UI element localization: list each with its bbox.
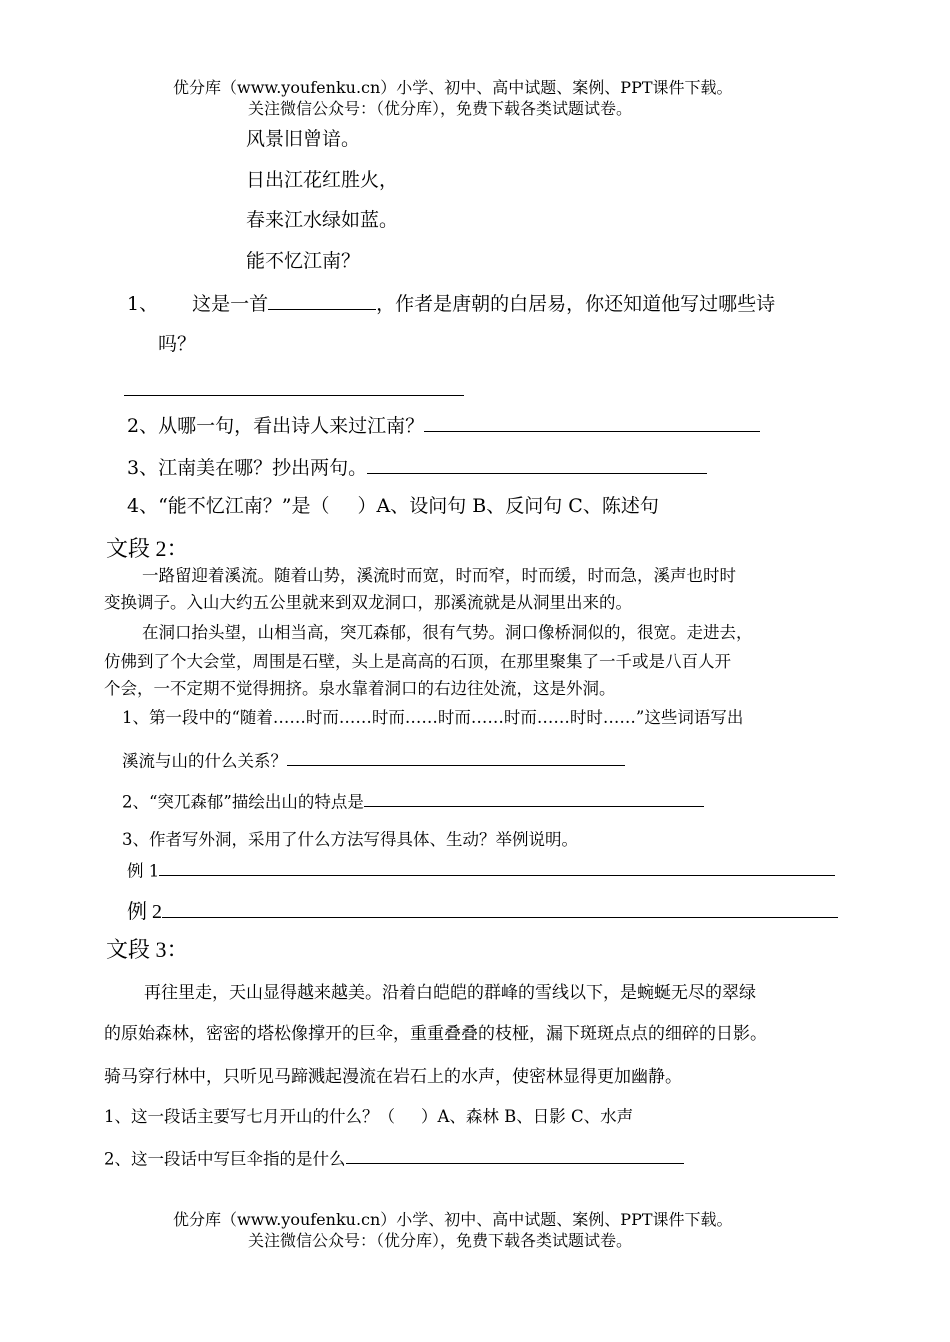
s3-para-line1: 再往里走，天山显得越来越美。沿着白皑皑的群峰的雪线以下，是蜿蜒无尽的翠绿 <box>144 983 756 1003</box>
s2-question-2 <box>122 789 704 813</box>
s1-q2-text: 2、从哪一句，看出诗人来过江南？ <box>127 414 425 437</box>
s2-question-1-line1: 1、第一段中的“随着……时而……时而……时而……时而……时时……”这些词语写出 <box>122 708 744 727</box>
s1-q1-text-pre: 这是一首 <box>192 292 269 315</box>
s2-para2-line2: 仿佛到了个大会堂，周围是石壁，头上是高高的石顶，在那里聚集了一千或是八百人开 <box>104 652 731 671</box>
s1-q3-text: 3、江南美在哪？抄出两句。 <box>127 456 368 479</box>
s3-q2-text: 2、这一段话中写巨伞指的是什么 <box>104 1149 346 1169</box>
poem-line-4: 能不忆江南？ <box>246 250 361 272</box>
header-line-2: 关注微信公众号：（优分库），免费下载各类试题试卷。 <box>248 99 633 118</box>
s1-question-2 <box>127 411 760 439</box>
s3-para-line2: 的原始森林，密密的塔松像撑开的巨伞，重重叠叠的枝桠，漏下斑斑点点的细碎的日影。 <box>104 1024 767 1044</box>
s1-question-3 <box>127 453 707 481</box>
s1-question-1 <box>127 289 775 317</box>
s1-q4-text-post: ）A、设问句 B、反问句 C、陈述句 <box>357 495 659 517</box>
s3-para-line3: 骑马穿行林中，只听见马蹄溅起漫流在岩石上的水声，使密林显得更加幽静。 <box>104 1067 682 1087</box>
poem-line-3: 春来江水绿如蓝。 <box>246 209 399 231</box>
footer-line-1: 优分库（www.youfenku.cn）小学、初中、高中试题、案例、PPT课件下载。 <box>173 1210 733 1229</box>
s3-q1-text-pre: 1、这一段话主要写七月开山的什么？（ <box>104 1107 395 1126</box>
s1-q2-answer-blank[interactable] <box>424 411 760 432</box>
s1-question-4 <box>127 493 659 519</box>
s3-q2-answer-blank[interactable] <box>346 1146 684 1164</box>
s2-para2-line3: 个会，一不定期不觉得拥挤。泉水靠着洞口的右边往处流，这是外洞。 <box>104 679 616 698</box>
s1-q1-number: 1、 <box>127 292 159 315</box>
s2-example-1-label: 例 1 <box>127 861 160 881</box>
s2-example-2-blank[interactable] <box>162 896 838 918</box>
poem-line-2: 日出江花红胜火， <box>246 169 399 191</box>
header-line-1: 优分库（www.youfenku.cn）小学、初中、高中试题、案例、PPT课件下载。 <box>173 78 733 97</box>
footer-line-2: 关注微信公众号：（优分库），免费下载各类试题试卷。 <box>248 1231 633 1250</box>
s2-q2-answer-blank[interactable] <box>364 789 704 807</box>
s1-q1-text-post: ，作者是唐朝的白居易，你还知道他写过哪些诗 <box>376 292 776 315</box>
section-3-title: 文段 3： <box>106 937 189 962</box>
s2-para1-line2: 变换调子。入山大约五公里就来到双龙洞口，那溪流就是从洞里出来的。 <box>104 593 632 612</box>
poem-line-1: 风景旧曾谙。 <box>246 128 361 150</box>
s2-q1-text: 溪流与山的什么关系？ <box>122 751 287 771</box>
s2-q1-answer-blank[interactable] <box>287 748 625 766</box>
s3-question-1 <box>104 1106 633 1128</box>
s2-example-1 <box>127 858 835 882</box>
s1-q3-answer-blank[interactable] <box>367 453 707 474</box>
s1-q1-continuation: 吗？ <box>158 333 197 355</box>
s1-q4-text-pre: 4、“能不忆江南？”是（ <box>127 495 330 517</box>
s2-para1-line1: 一路留迎着溪流。随着山势，溪流时而宽，时而窄，时而缓，时而急，溪声也时时 <box>142 566 736 585</box>
s1-q1-answer-line[interactable] <box>124 395 464 396</box>
s2-q2-text: 2、“突兀森郁”描绘出山的特点是 <box>122 792 364 812</box>
s3-question-2 <box>104 1146 684 1170</box>
s2-question-1-line2 <box>122 748 625 772</box>
s2-example-2-label: 例 2 <box>127 901 162 923</box>
s1-q1-answer-blank[interactable] <box>268 289 376 310</box>
s2-example-2 <box>127 896 838 926</box>
s2-question-3: 3、作者写外洞，采用了什么方法写得具体、生动？举例说明。 <box>122 830 578 849</box>
s3-q1-text-post: ）A、森林 B、日影 C、水声 <box>421 1107 634 1126</box>
section-2-title: 文段 2： <box>106 536 189 561</box>
s2-para2-line1: 在洞口抬头望，山相当高，突兀森郁，很有气势。洞口像桥洞似的，很宽。走进去， <box>142 623 753 642</box>
s2-example-1-blank[interactable] <box>159 858 835 876</box>
